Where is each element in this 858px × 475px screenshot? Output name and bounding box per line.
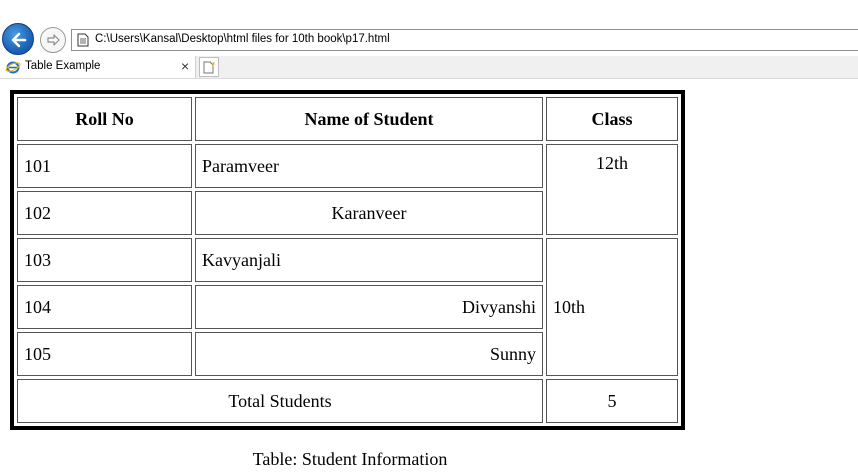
new-tab-icon (202, 60, 216, 74)
roll-cell: 101 (17, 144, 192, 188)
tab-title: Table Example (25, 60, 101, 72)
table-row (17, 238, 678, 282)
page-content (0, 79, 858, 475)
name-cell: Sunny (195, 332, 543, 376)
student-table (10, 90, 685, 430)
forward-arrow-icon (45, 32, 61, 48)
back-button[interactable] (2, 23, 34, 55)
name-cell: Kavyanjali (195, 238, 543, 282)
header-name-of-student: Name of Student (195, 97, 543, 141)
name-cell: Divyanshi (195, 285, 543, 329)
back-arrow-icon (9, 30, 29, 50)
header-roll-no: Roll No (17, 97, 192, 141)
page-icon (76, 33, 90, 47)
roll-cell: 102 (17, 191, 192, 235)
roll-cell: 103 (17, 238, 192, 282)
total-value: 5 (546, 379, 678, 423)
tab-close-button[interactable]: × (181, 58, 190, 74)
class-cell: 12th (546, 144, 678, 235)
forward-button[interactable] (40, 27, 66, 53)
table-caption: Table: Student Information (252, 449, 448, 469)
navigation-bar (0, 0, 858, 54)
header-class: Class (546, 97, 678, 141)
total-row (17, 379, 678, 423)
table-header-row (17, 97, 678, 141)
tab-table-example[interactable] (0, 56, 196, 78)
name-cell: Paramveer (195, 144, 543, 188)
tab-strip (0, 56, 858, 79)
roll-cell: 104 (17, 285, 192, 329)
class-cell: 10th (546, 238, 678, 376)
table-row (17, 144, 678, 188)
total-label: Total Students (17, 379, 543, 423)
roll-cell: 105 (17, 332, 192, 376)
name-cell: Karanveer (195, 191, 543, 235)
address-text: C:\Users\Kansal\Desktop\html files for 10th book\p17.html (95, 33, 390, 45)
internet-explorer-icon (5, 59, 21, 75)
address-bar[interactable] (71, 29, 858, 51)
new-tab-button[interactable] (199, 57, 219, 77)
